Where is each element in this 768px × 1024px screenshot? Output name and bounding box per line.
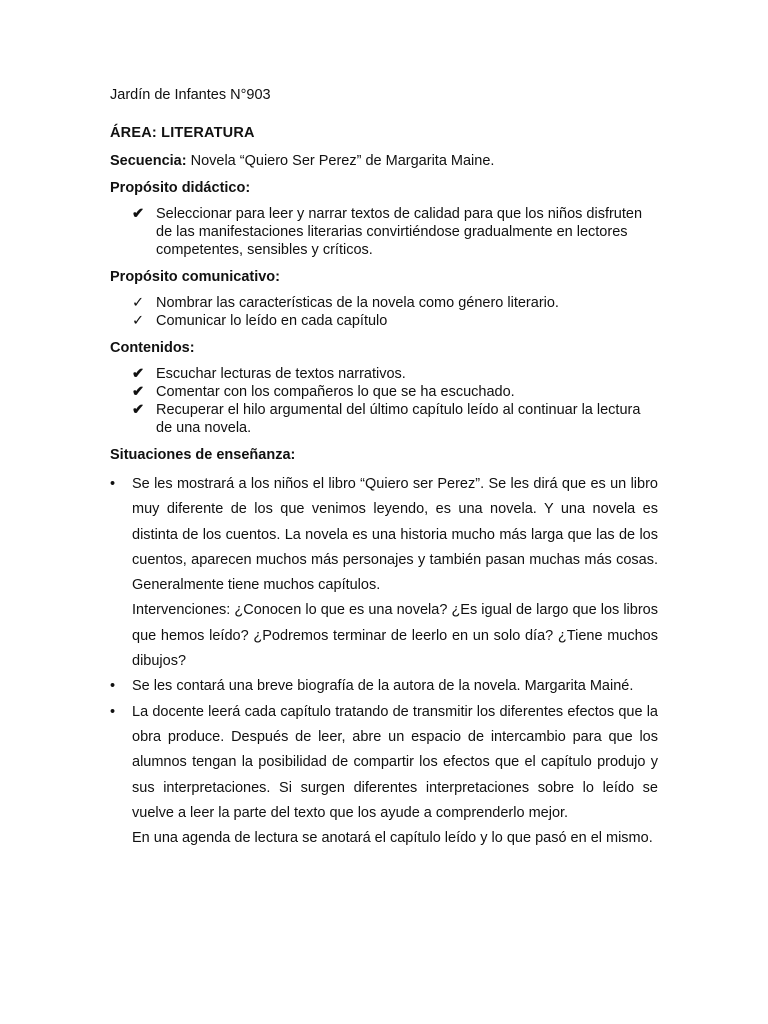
paragraph: Se les contará una breve biografía de la autora de la novela. Margarita Mainé. [132,678,634,695]
checkmark-icon: ✔ [132,366,145,382]
list-item [110,674,658,699]
paragraph: En una agenda de lectura se anotará el capítulo leído y lo que pasó en el mismo. [132,830,653,847]
list-item-text: Nombrar las características de la novela como género literario. [156,295,559,311]
checkmark-icon: ✔ [132,206,145,222]
list-item [110,700,658,852]
bullet-icon: • [110,703,116,720]
proposito-didactico-heading: Propósito didáctico: [110,180,251,196]
proposito-didactico-list [110,205,658,259]
contenidos-heading: Contenidos: [110,340,195,356]
bullet-icon: • [110,678,116,695]
school-name: Jardín de Infantes N°903 [110,87,271,103]
situaciones-heading: Situaciones de enseñanza: [110,447,296,463]
paragraph: Intervenciones: ¿Conocen lo que es una novela? ¿Es igual de largo que los libros que hemos leído? ¿Podremos terminar de leerlo en un solo día? ¿Tiene muchos dibujos? [132,602,658,670]
paragraph: Se les mostrará a los niños el libro “Quiero ser Perez”. Se les dirá que es un libro muy diferente de los que venimos leyendo, es una novela. Y una novela es distinta de los cuentos. La novela es una historia mucho más larga que las de los cuentos, aparecen muchos más personajes y también pasan muchas más cosas. Generalmente tiene muchos capítulos. [132,476,658,594]
checkmark-icon: ✔ [132,402,145,418]
list-item-text: Seleccionar para leer y narrar textos de calidad para que los niños disfruten de las manifestaciones literarias convirtiéndose gradualmente en lectores competentes, sensibles y críticos. [156,206,643,258]
list-item [110,365,658,383]
list-item-text: Comunicar lo leído en cada capítulo [156,313,388,329]
checkmark-icon: ✓ [132,313,145,329]
area-title: ÁREA: LITERATURA [110,125,255,141]
list-item [110,401,658,437]
paragraph: La docente leerá cada capítulo tratando de transmitir los diferentes efectos que la obra produce. Después de leer, abre un espacio de intercambio para que los alumnos tengan la posibilidad de compartir los efectos que el capítulo produjo y sus interpretaciones. Si surgen diferentes interpretaciones sobre lo leído se vuelve a leer la parte del texto que los ayude a comprenderlo mejor. [132,703,658,821]
secuencia-text: Novela “Quiero Ser Perez” de Margarita Maine. [186,153,495,169]
proposito-comunicativo-heading: Propósito comunicativo: [110,269,280,285]
situaciones-list [110,472,658,851]
bullet-icon: • [110,476,116,492]
checkmark-icon: ✔ [132,384,145,400]
contenidos-list [110,365,658,437]
list-item-text: Recuperar el hilo argumental del último capítulo leído al continuar la lectura de una novela. [156,402,641,436]
proposito-comunicativo-list [110,294,658,330]
list-item-text: Escuchar lecturas de textos narrativos. [156,366,406,382]
list-item [110,294,658,312]
checkmark-icon: ✓ [132,295,145,311]
secuencia-line [110,152,658,170]
list-item-text: Comentar con los compañeros lo que se ha escuchado. [156,384,515,400]
list-item [110,205,658,259]
secuencia-label: Secuencia: [110,153,187,169]
list-item [110,383,658,401]
list-item [110,312,658,330]
list-item [110,472,658,674]
